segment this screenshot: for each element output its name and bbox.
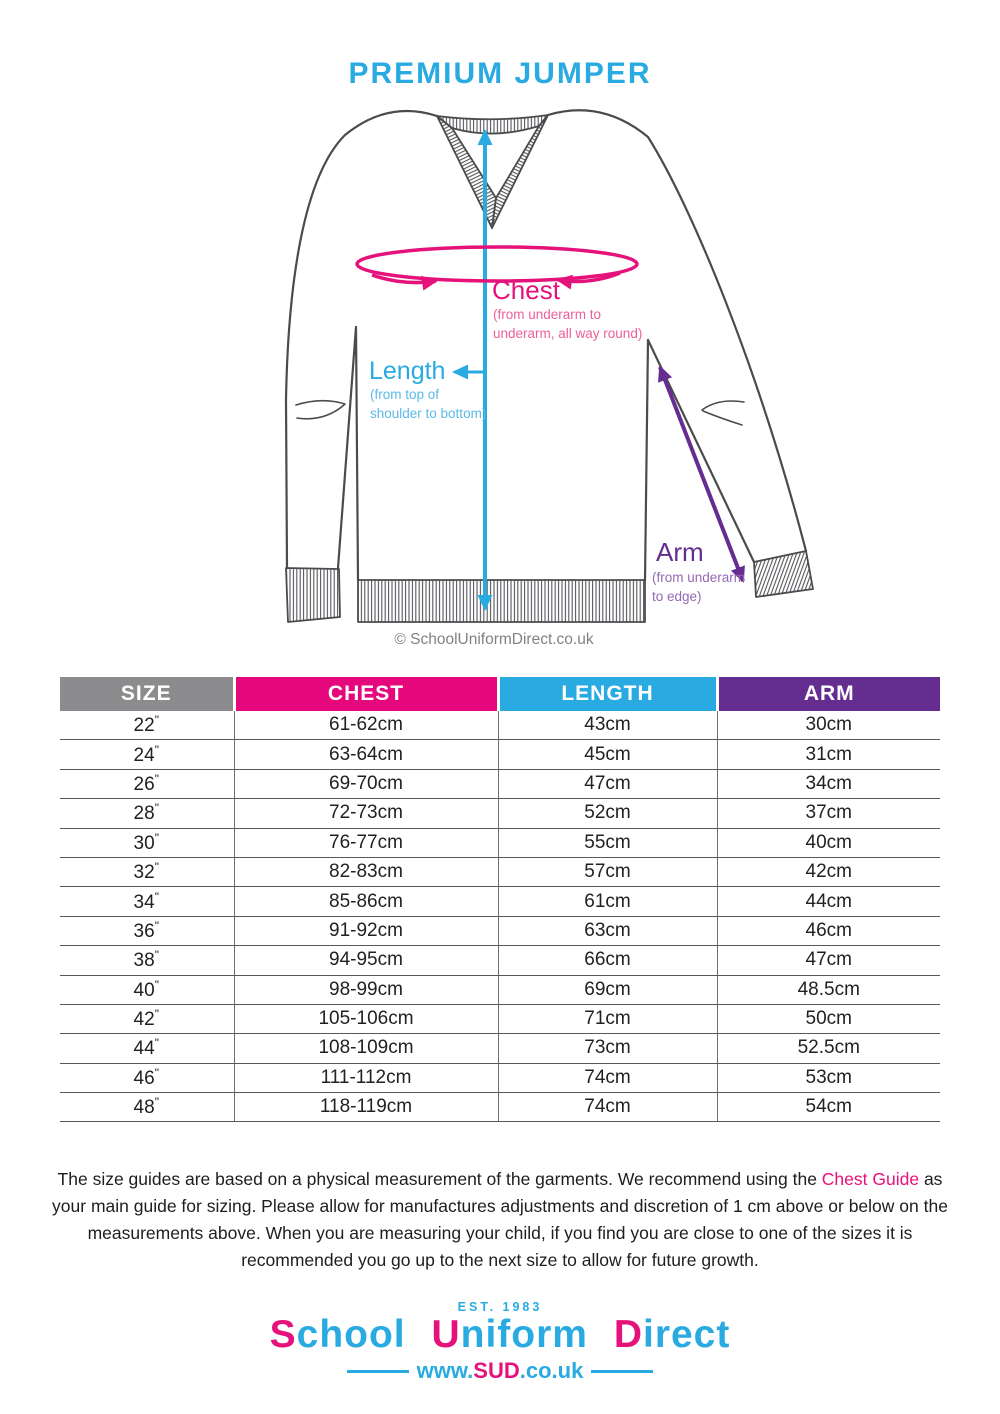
size-cell: 34" xyxy=(60,887,234,916)
table-row xyxy=(60,1004,940,1033)
logo-letters: irect xyxy=(642,1313,731,1357)
size-cell: 36" xyxy=(60,916,234,945)
arm-cell: 31cm xyxy=(717,740,940,769)
chest-cell: 111-112cm xyxy=(234,1063,498,1092)
table-row xyxy=(60,916,940,945)
inch-mark: " xyxy=(154,1095,160,1110)
length-cell: 57cm xyxy=(498,857,717,886)
length-cell: 73cm xyxy=(498,1034,717,1063)
size-table xyxy=(60,677,940,1122)
arm-desc-1: (from underarm xyxy=(652,570,746,585)
sizing-note xyxy=(42,1166,958,1274)
arm-cell: 40cm xyxy=(717,828,940,857)
inch-mark: " xyxy=(154,889,160,904)
length-cell: 74cm xyxy=(498,1063,717,1092)
length-cell: 55cm xyxy=(498,828,717,857)
size-cell: 22" xyxy=(60,711,234,740)
chest-cell: 94-95cm xyxy=(234,946,498,975)
length-cell: 52cm xyxy=(498,799,717,828)
chest-label: Chest xyxy=(492,275,560,305)
brand-logo xyxy=(0,1300,1000,1384)
inch-mark: " xyxy=(154,860,160,875)
logo-letter: S xyxy=(269,1313,297,1357)
diagram-copyright: © SchoolUniformDirect.co.uk xyxy=(394,631,594,648)
inch-mark: " xyxy=(154,713,160,728)
length-cell: 47cm xyxy=(498,769,717,798)
logo-letter: U xyxy=(431,1313,461,1357)
chest-cell: 82-83cm xyxy=(234,857,498,886)
arm-cell: 52.5cm xyxy=(717,1034,940,1063)
table-row xyxy=(60,711,940,740)
inch-mark: " xyxy=(154,742,160,757)
logo-web-suffix: .co.uk xyxy=(519,1358,584,1384)
length-desc-2: shoulder to bottom) xyxy=(370,406,487,421)
length-cell: 66cm xyxy=(498,946,717,975)
arm-cell: 48.5cm xyxy=(717,975,940,1004)
arm-cell: 30cm xyxy=(717,711,940,740)
table-row xyxy=(60,828,940,857)
jumper-ribbing xyxy=(286,115,813,622)
column-header-length: LENGTH xyxy=(498,677,717,711)
inch-mark: " xyxy=(154,977,160,992)
column-header-arm: ARM xyxy=(717,677,940,711)
chest-desc-2: underarm, all way round) xyxy=(493,326,643,341)
arm-cell: 37cm xyxy=(717,799,940,828)
size-cell: 44" xyxy=(60,1034,234,1063)
size-cell: 32" xyxy=(60,857,234,886)
chest-cell: 118-119cm xyxy=(234,1093,498,1122)
length-cell: 45cm xyxy=(498,740,717,769)
length-cell: 74cm xyxy=(498,1093,717,1122)
arm-cell: 46cm xyxy=(717,916,940,945)
logo-wordmark xyxy=(0,1315,1000,1356)
length-cell: 63cm xyxy=(498,916,717,945)
chest-cell: 108-109cm xyxy=(234,1034,498,1063)
chest-desc-1: (from underarm to xyxy=(493,307,602,322)
arm-label: Arm xyxy=(656,537,704,567)
inch-mark: " xyxy=(154,801,160,816)
length-cell: 69cm xyxy=(498,975,717,1004)
page-title: PREMIUM JUMPER xyxy=(348,57,652,90)
logo-established-text: EST. 1983 xyxy=(457,1300,543,1315)
size-cell: 46" xyxy=(60,1063,234,1092)
size-cell: 26" xyxy=(60,769,234,798)
arm-cell: 50cm xyxy=(717,1004,940,1033)
left-cuff xyxy=(286,568,340,622)
arm-cell: 34cm xyxy=(717,769,940,798)
column-header-size: SIZE xyxy=(60,677,234,711)
logo-letters: chool xyxy=(296,1313,406,1357)
chest-guide-highlight: Chest Guide xyxy=(821,1169,920,1190)
chest-cell: 98-99cm xyxy=(234,975,498,1004)
arm-cell: 42cm xyxy=(717,857,940,886)
length-desc-1: (from top of xyxy=(370,387,440,402)
arm-cell: 44cm xyxy=(717,887,940,916)
chest-cell: 61-62cm xyxy=(234,711,498,740)
table-row xyxy=(60,1063,940,1092)
size-cell: 30" xyxy=(60,828,234,857)
size-cell: 28" xyxy=(60,799,234,828)
logo-web-sud: SUD xyxy=(473,1358,520,1384)
inch-mark: " xyxy=(154,1007,160,1022)
length-cell: 43cm xyxy=(498,711,717,740)
arm-cell: 54cm xyxy=(717,1093,940,1122)
chest-cell: 63-64cm xyxy=(234,740,498,769)
arm-cell: 47cm xyxy=(717,946,940,975)
hem-band xyxy=(358,580,645,622)
inch-mark: " xyxy=(154,771,160,786)
logo-letters: niform xyxy=(460,1313,588,1357)
chest-cell: 72-73cm xyxy=(234,799,498,828)
logo-website xyxy=(0,1358,1000,1384)
size-cell: 42" xyxy=(60,1004,234,1033)
chest-cell: 76-77cm xyxy=(234,828,498,857)
right-cuff xyxy=(754,551,813,597)
inch-mark: " xyxy=(154,1036,160,1051)
length-label: Length xyxy=(369,357,446,385)
table-row xyxy=(60,857,940,886)
inch-mark: " xyxy=(154,948,160,963)
inch-mark: " xyxy=(154,918,160,933)
logo-dash-right xyxy=(591,1370,653,1373)
size-cell: 40" xyxy=(60,975,234,1004)
inch-mark: " xyxy=(154,1065,160,1080)
table-row xyxy=(60,887,940,916)
table-row xyxy=(60,975,940,1004)
table-row xyxy=(60,1034,940,1063)
logo-web-prefix: www. xyxy=(416,1358,474,1384)
arm-desc-2: to edge) xyxy=(652,589,702,604)
inch-mark: " xyxy=(154,830,160,845)
table-row xyxy=(60,799,940,828)
length-cell: 71cm xyxy=(498,1004,717,1033)
table-row xyxy=(60,769,940,798)
size-table-header-row xyxy=(60,677,940,711)
chest-cell: 91-92cm xyxy=(234,916,498,945)
chest-cell: 105-106cm xyxy=(234,1004,498,1033)
table-row xyxy=(60,1093,940,1122)
note-text-1: The size guides are based on a physical measurement of the garments. We recommend using the xyxy=(57,1169,822,1190)
logo-dash-left xyxy=(347,1370,409,1373)
arm-cell: 53cm xyxy=(717,1063,940,1092)
note-text-2: as your main guide for sizing. Please allow for manufactures adjustments and discretion of 1 cm above or below on the measurements above. When you are measuring your child, if you find you are close to one of the sizes it is recommended you go up to the next size to allow for future growth. xyxy=(52,1169,948,1271)
chest-cell: 85-86cm xyxy=(234,887,498,916)
table-row xyxy=(60,740,940,769)
table-row xyxy=(60,946,940,975)
length-cell: 61cm xyxy=(498,887,717,916)
size-cell: 24" xyxy=(60,740,234,769)
column-header-chest: CHEST xyxy=(234,677,498,711)
chest-cell: 69-70cm xyxy=(234,769,498,798)
logo-letter: D xyxy=(613,1313,643,1357)
jumper-outline xyxy=(286,110,806,580)
size-cell: 48" xyxy=(60,1093,234,1122)
jumper-diagram xyxy=(0,95,1000,661)
size-cell: 38" xyxy=(60,946,234,975)
